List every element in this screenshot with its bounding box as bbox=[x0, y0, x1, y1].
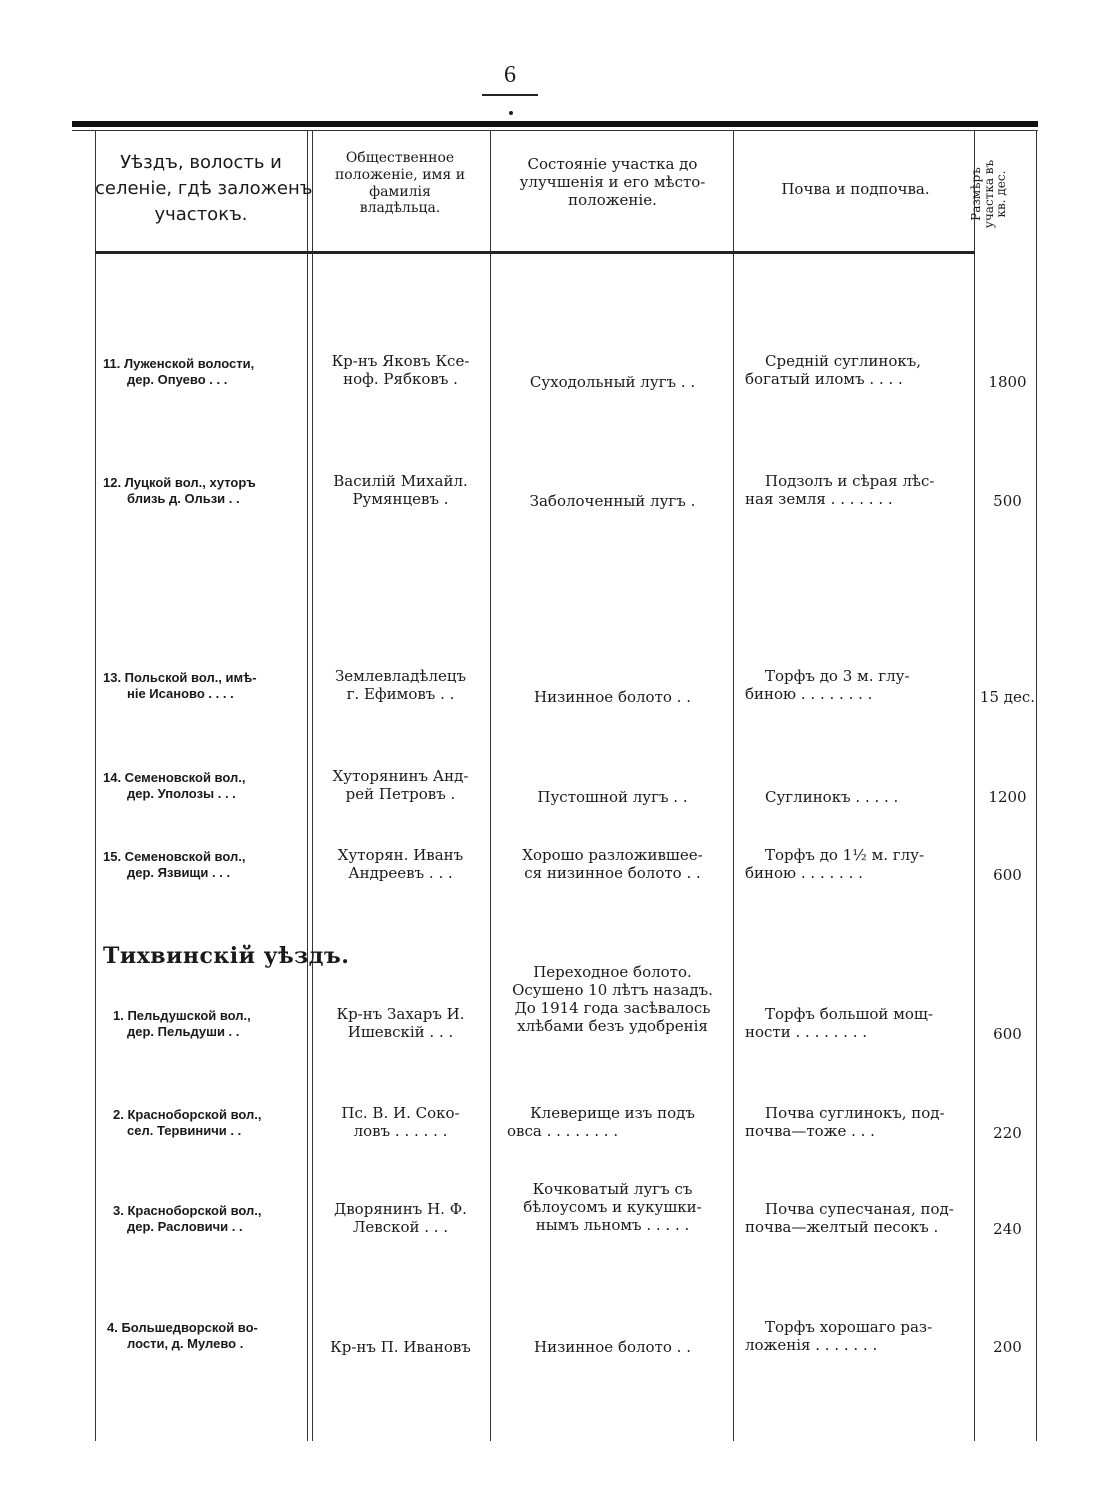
header-col-condition: Состояніе участка до улучшенія и его мѣсто- положеніе. bbox=[519, 155, 706, 209]
row-t1-soil: Торфъ большой мощ- ности . . . . . . . . bbox=[745, 1005, 933, 1041]
row-t1-condition: Переходное болото. Осушено 10 лѣтъ назадъ. До 1914 года засѣвалось хлѣбами безъ удобренія bbox=[512, 963, 713, 1035]
row-15-size: 600 bbox=[993, 866, 1022, 884]
row-14-soil: Суглинокъ . . . . . bbox=[765, 788, 899, 806]
page-number-dot bbox=[509, 111, 513, 115]
row-14-district: 14. Семеновской вол., дер. Уполозы . . . bbox=[103, 770, 246, 801]
row-t2-owner: Пс. В. И. Соко- ловъ . . . . . . bbox=[341, 1104, 460, 1140]
page-number-rule bbox=[482, 94, 538, 96]
row-t4-size: 200 bbox=[993, 1338, 1022, 1356]
header-col-size: Размѣръ участка въ кв. дес. bbox=[969, 159, 1009, 229]
column-divider-4 bbox=[974, 131, 975, 1441]
row-t2-size: 220 bbox=[993, 1124, 1022, 1142]
row-13-district: 13. Польской вол., имѣ- ніе Исаново . . . . bbox=[103, 670, 257, 701]
column-divider-3 bbox=[733, 131, 734, 1441]
row-15-soil: Торфъ до 1½ м. глу- биною . . . . . . . bbox=[745, 846, 925, 882]
row-13-soil: Торфъ до 3 м. глу- биною . . . . . . . . bbox=[745, 667, 910, 703]
row-11-soil: Средній суглинокъ, богатый иломъ . . . . bbox=[745, 352, 922, 388]
header-col-district: Уѣздъ, волость и селеніе, гдѣ заложенъ участокъ. bbox=[95, 152, 313, 226]
row-11-condition: Суходольный лугъ . . bbox=[529, 373, 696, 391]
row-15-owner: Хуторян. Иванъ Андреевъ . . . bbox=[337, 846, 464, 882]
column-divider-2 bbox=[490, 131, 491, 1441]
table-top-rule-thin bbox=[72, 130, 1038, 131]
table-right-border bbox=[1036, 131, 1037, 1441]
row-12-size: 500 bbox=[993, 492, 1022, 510]
row-11-size: 1800 bbox=[988, 373, 1027, 391]
row-11-district: 11. Луженской волости, дер. Опуево . . . bbox=[103, 356, 255, 387]
row-15-condition: Хорошо разложившее- ся низинное болото . . bbox=[522, 846, 703, 882]
table-top-rule bbox=[72, 121, 1038, 127]
row-t3-condition: Кочковатый лугъ съ бѣлоусомъ и кукушки- нымъ льномъ . . . . . bbox=[523, 1180, 702, 1234]
row-14-owner: Хуторянинъ Анд- рей Петровъ . bbox=[332, 767, 469, 803]
row-t4-condition: Низинное болото . . bbox=[534, 1338, 691, 1356]
row-t3-owner: Дворянинъ Н. Ф. Левской . . . bbox=[334, 1200, 467, 1236]
row-12-district: 12. Луцкой вол., хуторъ близь д. Ользи . . bbox=[103, 475, 256, 506]
row-t4-owner: Кр-нъ П. Ивановъ bbox=[330, 1338, 471, 1356]
row-11-owner: Кр-нъ Яковъ Ксе- ноф. Рябковъ . bbox=[331, 352, 470, 388]
row-15-district: 15. Семеновской вол., дер. Язвищи . . . bbox=[103, 849, 246, 880]
row-t1-district: 1. Пельдушской вол., дер. Пельдуши . . bbox=[113, 1008, 251, 1039]
row-12-condition: Заболоченный лугъ . bbox=[529, 492, 696, 510]
row-14-size: 1200 bbox=[988, 788, 1027, 806]
row-t4-soil: Торфъ хорошаго раз- ложенія . . . . . . . bbox=[745, 1318, 933, 1354]
header-bottom-rule bbox=[95, 251, 975, 254]
table-left-border bbox=[95, 131, 96, 1441]
header-col-soil: Почва и подпочва. bbox=[781, 180, 930, 198]
row-t2-soil: Почва суглинокъ, под- почва—тоже . . . bbox=[745, 1104, 945, 1140]
row-14-condition: Пустошной лугъ . . bbox=[537, 788, 688, 806]
page-number: 6 bbox=[504, 62, 516, 88]
row-t2-condition: Клеверище изъ подъ овса . . . . . . . . bbox=[507, 1104, 695, 1140]
row-12-soil: Подзолъ и сѣрая лѣс- ная земля . . . . . . . bbox=[745, 472, 935, 508]
row-t3-district: 3. Красноборской вол., дер. Расловичи . . bbox=[113, 1203, 262, 1234]
row-t3-size: 240 bbox=[993, 1220, 1022, 1238]
row-13-size: 15 дес. bbox=[979, 688, 1036, 706]
row-13-condition: Низинное болото . . bbox=[534, 688, 691, 706]
row-t1-owner: Кр-нъ Захаръ И. Ишевскій . . . bbox=[336, 1005, 465, 1041]
row-13-owner: Землевладѣлецъ г. Ефимовъ . . bbox=[334, 667, 467, 703]
row-t1-size: 600 bbox=[993, 1025, 1022, 1043]
header-col-owner: Общественное положеніе, имя и фамилія владѣльца. bbox=[334, 150, 466, 217]
row-t3-soil: Почва супесчаная, под- почва—желтый песокъ . bbox=[745, 1200, 954, 1236]
row-t4-district: 4. Большедворской во- лости, д. Мулево . bbox=[107, 1320, 258, 1351]
section-title-tikhvin: Тихвинскій уѣздъ. bbox=[103, 943, 350, 969]
row-t2-district: 2. Красноборской вол., сел. Тервиничи . . bbox=[113, 1107, 262, 1138]
row-12-owner: Василій Михайл. Румянцевъ . bbox=[333, 472, 468, 508]
